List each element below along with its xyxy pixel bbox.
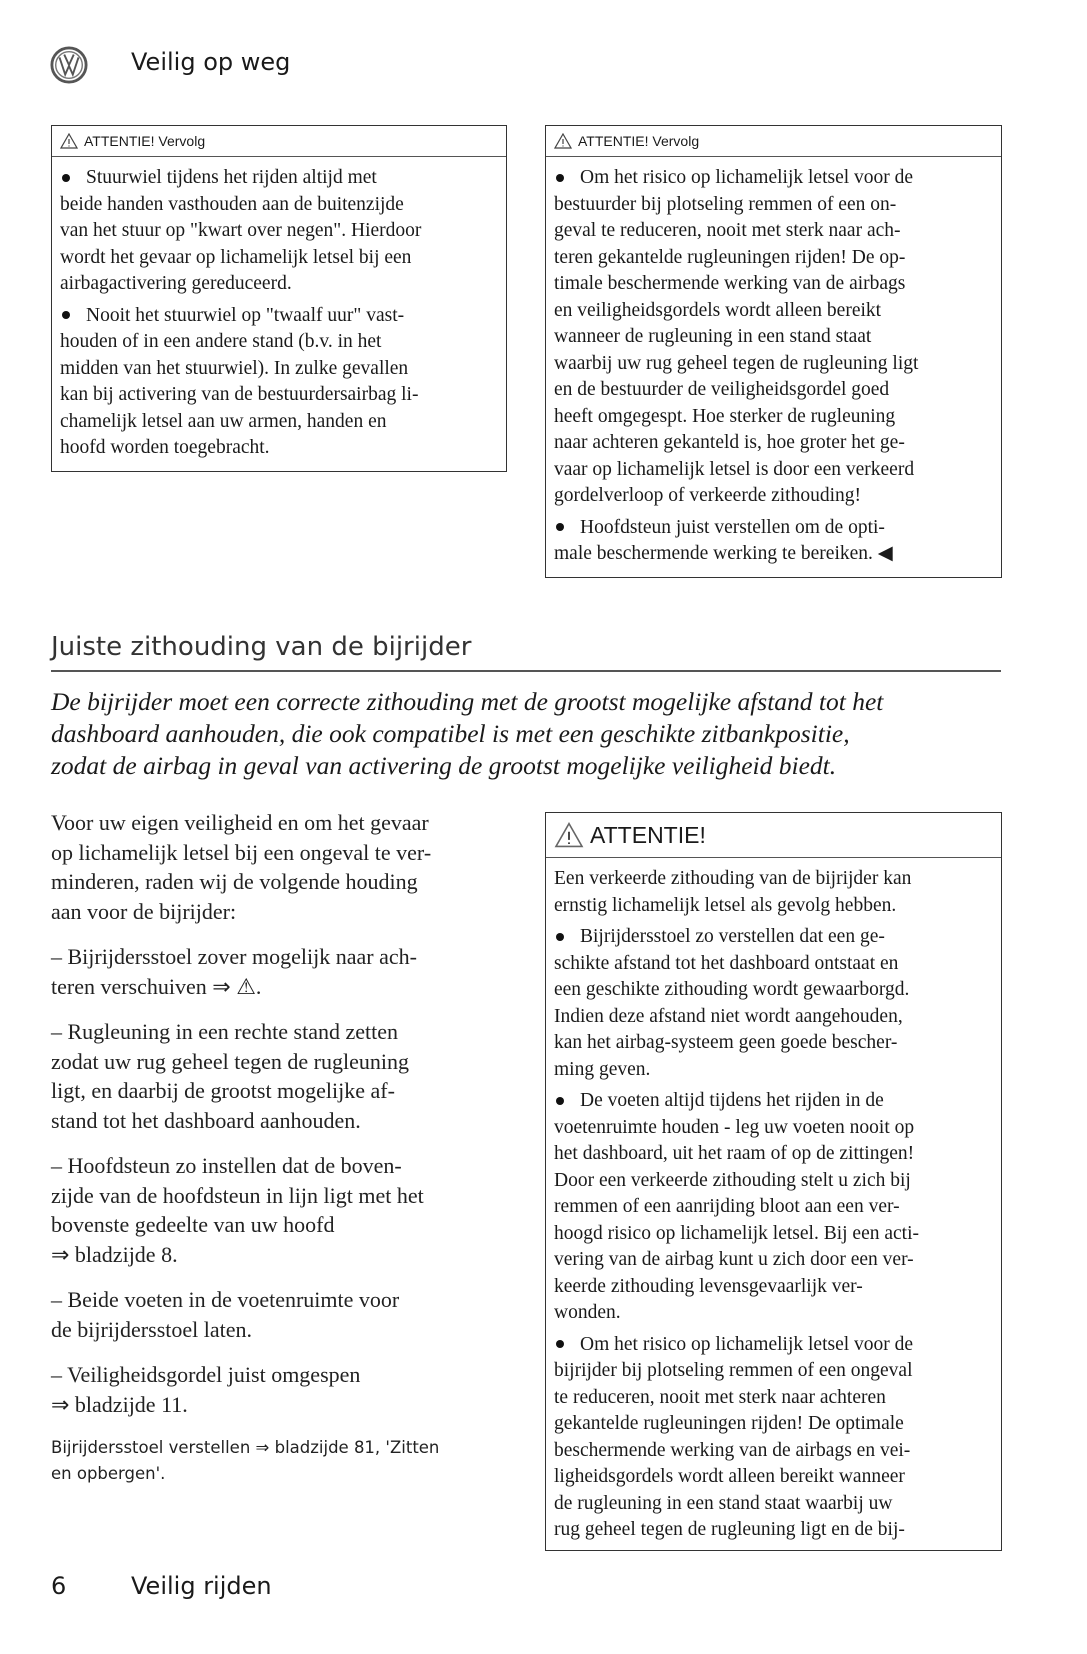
instruction-item: – Bijrijdersstoel zover mogelijk naar ach- teren verschuiven ⇒ ⚠. — [51, 944, 417, 999]
warning-bullet — [554, 1088, 993, 1327]
instruction-item: – Hoofdsteun zo instellen dat de boven- zijde van de hoofdsteun in lijn ligt met het bovenste gedeelte van uw hoofd ⇒ bladzijde 8. — [51, 1153, 424, 1267]
warning-box-right — [545, 125, 1002, 578]
bullet-icon — [556, 174, 564, 182]
section-intro: De bijrijder moet een correcte zithouding met de grootst mogelijke afstand tot het dashboard aanhouden, die ook compatibel is met een geschikte zitbankpositie, zodat de airbag in geval van activering de grootst mogelijke veiligheid biedt. — [51, 687, 884, 780]
intro-paragraph: Voor uw eigen veiligheid en om het gevaar op lichamelijk letsel bij een ongeval te ver- minderen, raden wij de volgende houding aan voor de bijrijder: — [51, 810, 432, 924]
warning-box-header — [546, 813, 1001, 858]
warning-box-header — [546, 126, 1001, 157]
warning-bullet — [554, 924, 993, 1083]
warning-heading: ATTENTIE! Vervolg — [84, 133, 206, 149]
warning-triangle-icon — [60, 133, 78, 149]
instruction-item: – Veiligheidsgordel juist omgespen ⇒ bladzijde 11. — [51, 1362, 361, 1417]
vw-logo-icon — [50, 46, 88, 84]
instruction-item: – Rugleuning in een rechte stand zetten zodat uw rug geheel tegen de rugleuning ligt, en daarbij de grootst mogelijke af- stand tot het dashboard aanhouden. — [51, 1019, 409, 1133]
section-heading: Juiste zithouding van de bijrijder — [51, 632, 472, 662]
section-divider — [51, 670, 1001, 672]
warning-bullet — [554, 1332, 993, 1544]
bullet-icon — [62, 311, 70, 319]
bullet-text: Om het risico op lichamelijk letsel voor de bestuurder bij plotseling remmen of een on- geval te reduceren, nooit met sterk naar ach- teren gekantelde rugleuningen rijden! De op- timale beschermende werking van de airbags en veiligheidsgordels wordt alleen bereikt wanneer de rugleuning in een stand staat waarbij uw rug geheel tegen de rugleuning ligt en de bestuurder de veiligheidsgordel goed heeft omgegespt. Hoe sterker de rugleuning naar achteren gekanteld is, hoe groter het ge- vaar op lichamelijk letsel is door een verkeerd gordelverloop of verkeerde zithouding! — [554, 167, 919, 506]
bullet-text: De voeten altijd tijdens het rijden in de voetenruimte houden - leg uw voeten nooit op het dashboard, uit het raam of op de zittingen! Door een verkeerde zithouding stelt u zich bij remmen of een aanrijding bloot aan een ver- hoogd risico op lichamelijk letsel. Bij een acti- vering van de airbag kunt u zich door een ver- keerde zithouding levensgevaarlijk ver- wonden. — [554, 1090, 919, 1323]
page-header-title: Veilig op weg — [131, 48, 291, 76]
warning-bullet — [554, 165, 993, 510]
warning-triangle-icon — [554, 822, 584, 848]
footer-section-title: Veilig rijden — [131, 1572, 272, 1600]
instructions-column — [51, 808, 511, 1503]
bullet-icon — [556, 523, 564, 531]
bullet-icon — [62, 174, 70, 182]
warning-bullet — [554, 515, 993, 568]
bullet-text: Om het risico op lichamelijk letsel voor de bijrijder bij plotseling remmen of een ongeval te reduceren, nooit met sterk naar achteren gekantelde rugleuningen rijden! De optimale beschermende werking van de airbags en vei- ligheidsgordels wordt alleen bereikt wanneer de rugleuning in een stand staat waarbij uw rug geheel tegen de rugleuning ligt en de bij- — [554, 1333, 914, 1540]
attentie-box — [545, 812, 1002, 1551]
cross-reference-note: Bijrijdersstoel verstellen ⇒ bladzijde 81, 'Zitten en opbergen'. — [51, 1438, 440, 1483]
bullet-icon — [556, 933, 564, 941]
bullet-text: Hoofdsteun juist verstellen om de opti- male beschermende werking te bereiken. ◀ — [554, 516, 893, 564]
bullet-text: Nooit het stuurwiel op "twaalf uur" vast- houden of in een andere stand (b.v. in het midden van het stuurwiel). In zulke gevallen kan bij activering van de bestuurdersairbag li- chamelijk letsel aan uw armen, handen en hoofd worden toegebracht. — [60, 304, 419, 458]
warning-bullet — [60, 165, 498, 298]
bullet-text: Bijrijdersstoel zo verstellen dat een ge- schikte afstand tot het dashboard ontstaat en een geschikte zithouding wordt gewaarborgd. Indien deze afstand niet wordt aangehouden, kan het airbag-systeem geen goede bescher- ming geven. — [554, 926, 910, 1080]
page-number: 6 — [51, 1572, 67, 1600]
bullet-text: Stuurwiel tijdens het rijden altijd met beide handen vasthouden aan de buitenzijde van het stuur op "kwart over negen". Hierdoor wordt het gevaar op lichamelijk letsel bij een airbagactivering gereduceerd. — [60, 167, 422, 294]
bullet-icon — [556, 1097, 564, 1105]
bullet-icon — [556, 1340, 564, 1348]
warning-lead: Een verkeerde zithouding van de bijrijder kan ernstig lichamelijk letsel als gevolg hebben. — [554, 868, 912, 916]
warning-heading: ATTENTIE! — [590, 821, 706, 848]
warning-box-left — [51, 125, 507, 472]
warning-box-header — [52, 126, 506, 157]
warning-heading: ATTENTIE! Vervolg — [578, 133, 700, 149]
warning-triangle-icon — [554, 133, 572, 149]
instruction-item: – Beide voeten in de voetenruimte voor de bijrijdersstoel laten. — [51, 1287, 400, 1342]
warning-bullet — [60, 303, 498, 462]
